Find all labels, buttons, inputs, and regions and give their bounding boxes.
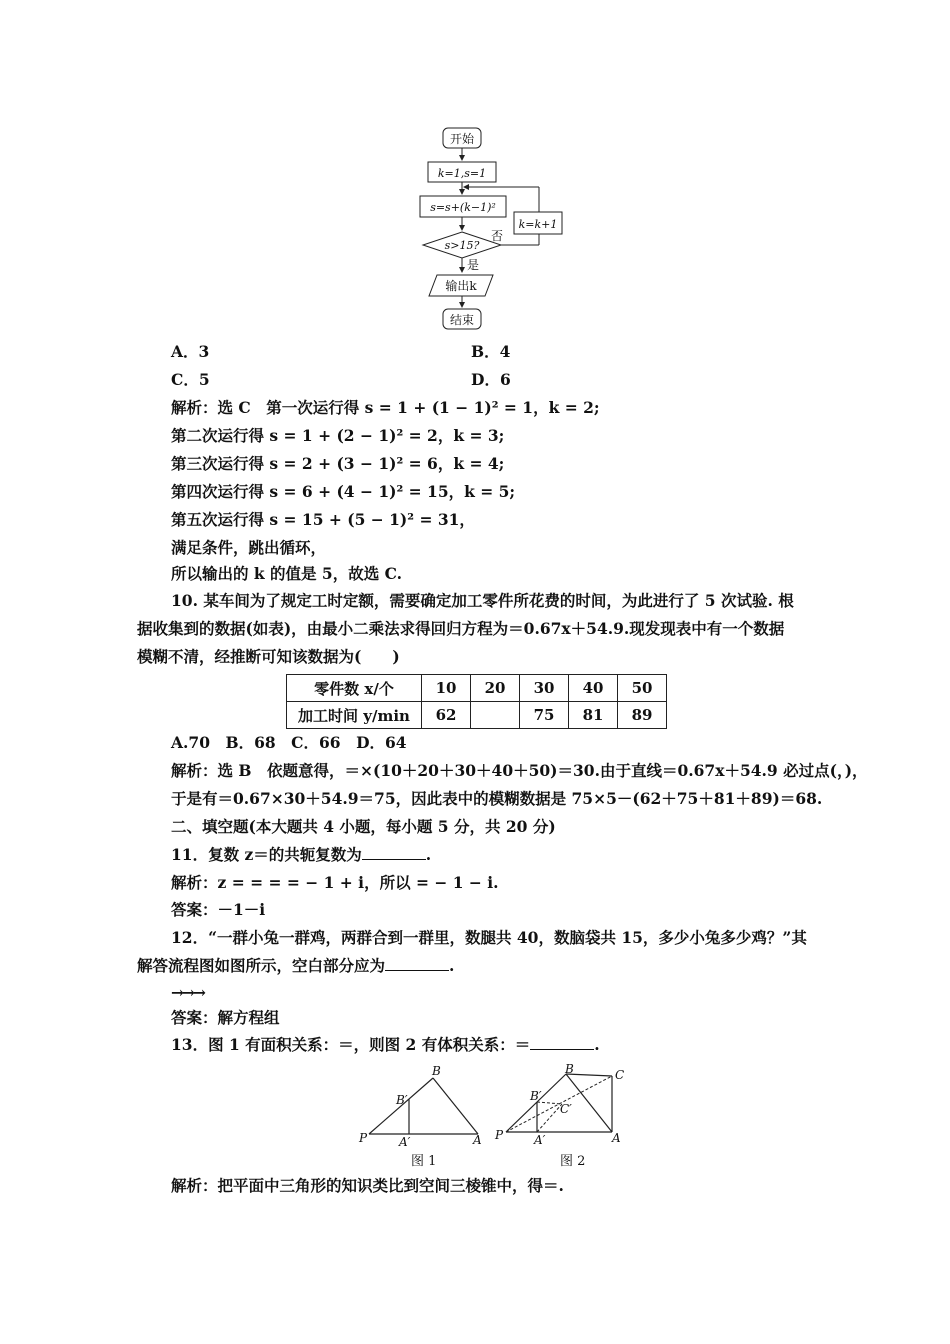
data-table <box>286 674 667 729</box>
table-cell: 40 <box>569 675 618 702</box>
q9-analysis-line: 第二次运行得 s = 1 + (2 − 1)² = 2，k = 3; <box>171 426 505 445</box>
end-text: 结束 <box>449 313 475 327</box>
q9-analysis-line: 解析：选 C 第一次运行得 s = 1 + (1 − 1)² = 1，k = 2; <box>171 398 600 417</box>
fig2-label-p: P <box>495 1128 504 1142</box>
yes-label: 是 <box>466 258 480 272</box>
q13-question-text: 13．图 1 有面积关系：＝，则图 2 有体积关系：＝ <box>171 1035 531 1054</box>
table-cell: 81 <box>569 702 618 729</box>
process-text: s=s+(k−1)² <box>430 201 496 214</box>
section-heading: 二、填空题(本大题共 4 小题，每小题 5 分，共 20 分) <box>171 817 556 836</box>
fig1-label-aprime: A′ <box>399 1135 411 1149</box>
condition-text: s>15? <box>444 239 480 252</box>
table-header-cell: 零件数 x/个 <box>287 675 422 702</box>
q9-analysis-line: 满足条件，跳出循环， <box>171 538 327 557</box>
q12-question-line: 12．“一群小兔一群鸡，两群合到一群里，数腿共 40，数脑袋共 15，多少小兔多少鸡？”其 <box>171 928 807 947</box>
arrow-sequence: →→→ <box>171 983 204 1002</box>
q9-analysis-line: 第五次运行得 s = 15 + (5 − 1)² = 31， <box>171 510 475 529</box>
option-d: D．6 <box>471 370 511 389</box>
answer-blank <box>362 845 426 860</box>
output-text: 输出k <box>445 279 477 293</box>
q12-question-text: 解答流程图如图所示，空白部分应为 <box>137 956 386 975</box>
q9-analysis-line: 所以输出的 k 的值是 5，故选 C. <box>171 564 403 583</box>
fig1-label-p: P <box>359 1131 368 1145</box>
q12-question-line <box>137 955 454 977</box>
q10-question-line: 10. 某车间为了规定工时定额，需要确定加工零件所花费的时间，为此进行了 5 次试验. 根 <box>171 591 794 610</box>
fig2-caption: 图 2 <box>560 1154 586 1169</box>
table-cell <box>471 702 520 729</box>
figure-2 <box>492 1062 632 1172</box>
flowchart <box>415 120 575 335</box>
init-text: k=1,s=1 <box>437 167 487 180</box>
fig2-label-c: C <box>615 1068 625 1082</box>
table-row <box>287 702 667 729</box>
table-cell: 75 <box>520 702 569 729</box>
q13-question <box>171 1034 600 1056</box>
fig2-label-b: B <box>565 1062 574 1076</box>
table-cell: 62 <box>422 702 471 729</box>
fig2-label-cprime: C′ <box>560 1102 572 1116</box>
q11-question <box>171 844 431 866</box>
q13-question-end: . <box>594 1035 600 1054</box>
no-label: 否 <box>490 229 504 243</box>
fig1-label-bprime: B′ <box>396 1093 408 1107</box>
fig2-label-bprime: B′ <box>530 1089 542 1103</box>
table-cell: 10 <box>422 675 471 702</box>
q12-question-end: . <box>449 956 455 975</box>
table-cell: 89 <box>618 702 667 729</box>
q11-question-text: 11．复数 z＝的共轭复数为 <box>171 845 362 864</box>
answer-blank <box>530 1035 594 1050</box>
table-header-cell: 加工时间 y/min <box>287 702 422 729</box>
table-cell: 30 <box>520 675 569 702</box>
option-a: A．3 <box>171 342 210 361</box>
q9-analysis-line: 第四次运行得 s = 6 + (4 − 1)² = 15，k = 5; <box>171 482 516 501</box>
update-text: k=k+1 <box>518 218 558 231</box>
q12-answer: 答案：解方程组 <box>171 1008 280 1027</box>
q11-answer: 答案：－1－i <box>171 900 266 919</box>
fig1-label-a: A <box>473 1133 482 1147</box>
q11-question-end: . <box>425 845 432 864</box>
option-c: C．5 <box>171 370 210 389</box>
q9-analysis-line: 第三次运行得 s = 2 + (3 − 1)² = 6，k = 4; <box>171 454 505 473</box>
table-cell: 20 <box>471 675 520 702</box>
q13-analysis: 解析：把平面中三角形的知识类比到空间三棱锥中，得＝. <box>171 1176 564 1195</box>
option-b: B．4 <box>471 342 511 361</box>
q11-analysis: 解析：z = = = = − 1 + i，所以 = − 1 − i. <box>171 873 499 892</box>
fig1-label-b: B <box>432 1064 441 1078</box>
q10-analysis-line: 于是有＝0.67×30＋54.9＝75，因此表中的模糊数据是 75×5－(62＋75＋81＋89)＝68. <box>171 789 823 808</box>
q10-options: A.70 B．68 C．66 D．64 <box>171 733 407 752</box>
q10-question-line: 模糊不清，经推断可知该数据为( ) <box>137 647 400 666</box>
q10-question-line: 据收集到的数据(如表)，由最小二乘法求得回归方程为＝0.67x＋54.9.现发现表中有一个数据 <box>137 619 785 638</box>
fig1-caption: 图 1 <box>411 1154 437 1169</box>
q10-analysis-line: 解析：选 B 依题意得，＝×(10＋20＋30＋40＋50)＝30.由于直线＝0.67x＋54.9 必过点(，)， <box>171 761 868 780</box>
fig2-label-a: A <box>612 1131 621 1145</box>
answer-blank <box>385 956 449 971</box>
table-cell: 50 <box>618 675 667 702</box>
figure-1 <box>355 1062 495 1172</box>
table-row <box>287 675 667 702</box>
fig2-label-aprime: A′ <box>534 1133 546 1147</box>
start-text: 开始 <box>449 132 475 146</box>
